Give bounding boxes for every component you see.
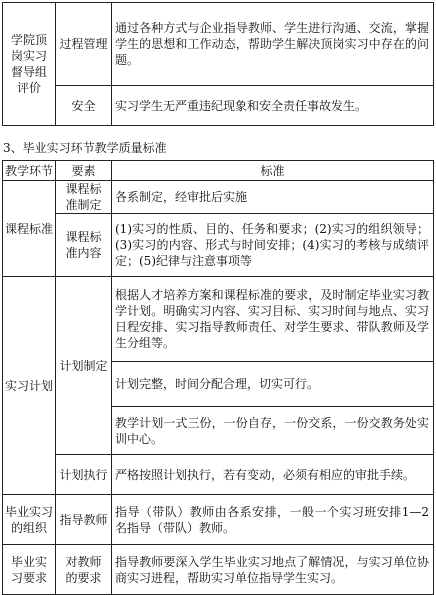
item-label: 过程管理 xyxy=(59,37,108,51)
plan-making-standard-3 xyxy=(112,407,434,455)
header-element xyxy=(56,161,112,181)
requirements-stage-label: 毕业实习要求 xyxy=(11,554,48,585)
element-label: 指导教师 xyxy=(59,512,108,527)
standard-text: 教学计划一式三份，一份自存，一份交系，一份交教务处实训中心。 xyxy=(115,415,429,446)
element-label: 计划制定 xyxy=(59,358,108,373)
supervision-group-label: 学院顶岗实习督导组评价 xyxy=(11,33,48,95)
curriculum-making-cell xyxy=(56,181,112,214)
curriculum-stage-label: 课程标准 xyxy=(4,221,53,236)
element-label: 课程标准内容 xyxy=(65,230,102,260)
header-standard-label: 标准 xyxy=(260,163,285,178)
standard-text: 计划完整，时间分配合理，切实可行。 xyxy=(115,377,320,391)
organization-stage-label: 毕业实习的组织 xyxy=(5,504,54,535)
content-text: 实习学生无严重违纪现象和安全责任事故发生。 xyxy=(115,98,368,113)
quality-standard-table xyxy=(2,160,434,595)
plan-execution-cell xyxy=(56,455,112,495)
organization-element-cell xyxy=(56,495,112,545)
process-management-cell xyxy=(56,3,112,86)
curriculum-content-standard xyxy=(112,214,434,277)
supervision-group-cell xyxy=(3,3,56,126)
plan-making-standard-1 xyxy=(112,277,434,362)
header-stage xyxy=(3,161,56,181)
safety-cell xyxy=(56,86,112,126)
header-standard xyxy=(112,161,434,181)
plan-stage-cell xyxy=(3,277,56,495)
organization-standard xyxy=(112,495,434,545)
content-text: 通过各种方式与企业指导教师、学生进行沟通、交流，掌握学生的思想和工作动态，帮助学生解决顶岗实习中存在的问题。 xyxy=(115,21,429,67)
curriculum-making-standard xyxy=(112,181,434,214)
plan-making-standard-2 xyxy=(112,362,434,407)
requirements-stage-cell xyxy=(3,545,56,595)
curriculum-stage-cell xyxy=(3,181,56,277)
element-label: 对教师的要求 xyxy=(65,554,102,585)
plan-execution-standard xyxy=(112,455,434,495)
safety-content xyxy=(112,86,434,126)
element-label: 计划执行 xyxy=(59,467,108,482)
header-element-label: 要素 xyxy=(71,163,96,178)
process-management-content xyxy=(112,3,434,86)
standard-text: 严格按照计划执行，若有变动，必须有相应的审批手续。 xyxy=(115,467,416,482)
plan-stage-label: 实习计划 xyxy=(4,378,53,393)
element-label: 课程标准制定 xyxy=(65,182,102,212)
header-stage-label: 教学环节 xyxy=(4,163,53,178)
supervision-table xyxy=(2,2,434,126)
requirements-standard xyxy=(112,545,434,595)
standard-text: 各系制定，经审批后实施 xyxy=(115,190,248,204)
requirements-element-cell xyxy=(56,545,112,595)
plan-making-cell xyxy=(56,277,112,455)
organization-stage-cell xyxy=(3,495,56,545)
item-label: 安全 xyxy=(71,98,96,113)
standard-text: 根据人才培养方案和课程标准的要求，及时制定毕业实习教学计划。明确实习内容、实习目标、实习时间与地点、实习日程安排、实习指导教师责任、对学生要求、带队教师及学生分组等。 xyxy=(115,288,429,350)
standard-text: 指导（带队）教师由各系安排，一般一个实习班安排1—2名指导（带队）教师。 xyxy=(115,504,429,535)
standard-text: (1)实习的性质、目的、任务和要求；(2)实习的组织领导；(3)实习的内容、形式与时间安排；(4)实习的考核与成绩评定；(5)纪律与注意事项等 xyxy=(115,222,429,268)
standard-text: 指导教师要深入学生毕业实习地点了解情况，与实习单位协商实习进程，帮助实习单位指导学生实习。 xyxy=(115,554,429,585)
curriculum-content-cell xyxy=(56,214,112,277)
section-heading: 3、毕业实习环节教学质量标准 xyxy=(3,141,167,155)
